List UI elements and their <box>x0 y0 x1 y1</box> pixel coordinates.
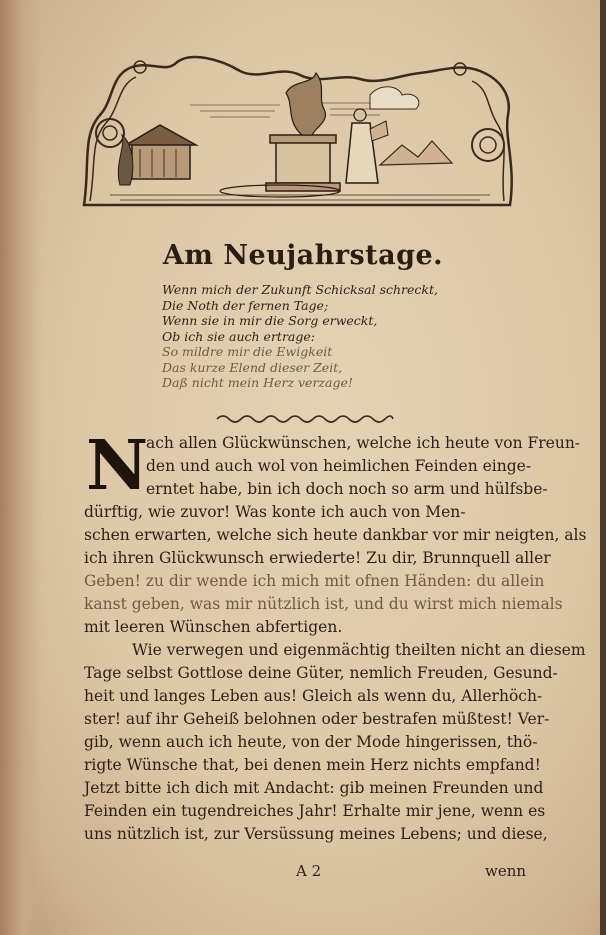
text-line: ster! auf ihr Geheiß belohnen oder bestrafen müßtest! Ver- <box>84 710 550 728</box>
engraved-vignette <box>80 45 518 213</box>
text-line: gib, wenn auch ich heute, von der Mode hingerissen, thö- <box>84 733 538 751</box>
catchword: wenn <box>485 862 527 880</box>
poem-title: Am Neujahrstage. <box>162 240 444 271</box>
text-line: schen erwarten, welche sich heute dankbar vor mir neigten, als <box>84 526 587 544</box>
text-line: dürftig, wie zuvor! Was konte ich auch von Men- <box>84 503 466 521</box>
verse-line: Daß nicht mein Herz verzage! <box>162 375 353 390</box>
verse-line: Wenn mich der Zukunft Schicksal schreckt, <box>162 282 438 297</box>
text-line: uns nützlich ist, zur Versüssung meines Lebens; und diese, <box>84 825 548 843</box>
verse-line: Die Noth der fernen Tage; <box>162 297 329 313</box>
text-line: Jetzt bitte ich dich mit Andacht: gib meinen Freunden und <box>84 779 544 797</box>
drop-cap-initial: N <box>86 426 149 506</box>
verse-line: Ob ich sie auch ertrage: <box>162 328 315 344</box>
verse-line: So mildre mir die Ewigkeit <box>162 344 333 359</box>
text-line: Tage selbst Gottlose deine Güter, nemlich Freuden, Gesund- <box>84 664 558 682</box>
text-line: Geben! zu dir wende ich mich mit ofnen Händen: du allein <box>84 572 545 590</box>
wave-divider <box>215 412 395 426</box>
hymn-verse <box>162 282 462 391</box>
text-line: den und auch wol von heimlichen Feinden einge- <box>146 457 532 475</box>
text-line: ich ihren Glückwunsch erwiederte! Zu dir, Brunnquell aller <box>84 549 551 567</box>
text-line: heit und langes Leben aus! Gleich als wenn du, Allerhöch- <box>84 687 543 705</box>
page-edge <box>600 0 606 935</box>
text-line: Wie verwegen und eigenmächtig theilten nicht an diesem <box>132 641 586 659</box>
prose-text <box>84 426 587 846</box>
text-line: Feinden ein tugendreiches Jahr! Erhalte mir jene, wenn es <box>84 802 546 820</box>
book-spine-shadow <box>0 0 42 935</box>
text-line: ach allen Glückwünschen, welche ich heute von Freun- <box>146 434 581 452</box>
text-line: mit leeren Wünschen abfertigen. <box>84 618 343 636</box>
text-line: rigte Wünsche that, bei denen mein Herz nichts empfand! <box>84 756 541 774</box>
verse-line: Das kurze Elend dieser Zeit, <box>162 359 343 375</box>
text-line: erntet habe, bin ich doch noch so arm und hülfsbe- <box>146 480 548 498</box>
text-line: kanst geben, was mir nützlich ist, und du wirst mich niemals <box>84 595 563 613</box>
signature-mark: A 2 <box>296 862 322 880</box>
verse-line: Wenn sie in mir die Sorg erweckt, <box>162 313 378 328</box>
